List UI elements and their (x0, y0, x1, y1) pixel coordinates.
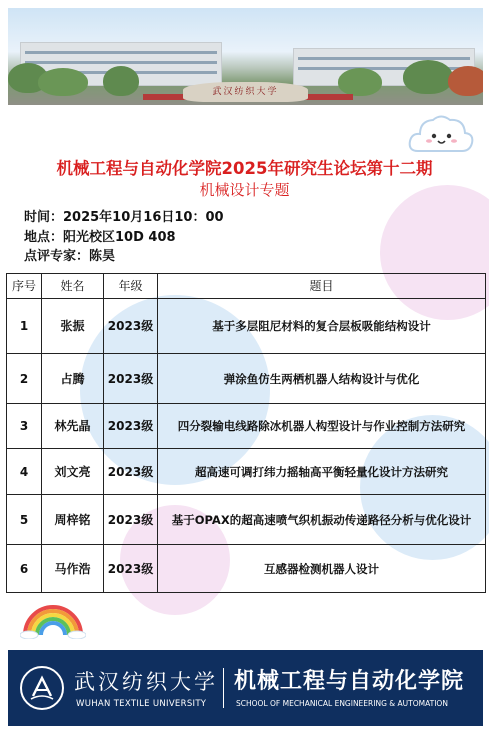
row-grade: 2023级 (104, 545, 158, 593)
row-topic: 基于OPAX的超高速喷气织机振动传递路径分析与优化设计 (158, 495, 486, 545)
row-name: 周梓铭 (42, 495, 104, 545)
row-topic: 四分裂输电线路除冰机器人构型设计与作业控制方法研究 (158, 404, 486, 449)
table-row (7, 354, 486, 404)
event-reviewer: 点评专家：陈昊 (24, 249, 116, 264)
footer-banner (8, 650, 483, 726)
footer-divider (223, 668, 224, 708)
row-no: 6 (7, 545, 42, 593)
row-no: 5 (7, 495, 42, 545)
table-row (7, 495, 486, 545)
schedule-table (6, 273, 486, 593)
page-title: 机械工程与自动化学院2025年研究生论坛第十二期 (56, 159, 433, 178)
row-no: 4 (7, 449, 42, 495)
event-time: 时间：2025年10月16日10：00 (24, 210, 224, 225)
school-name-en: SCHOOL OF MECHANICAL ENGINEERING & AUTOMATION (236, 699, 448, 708)
row-name: 刘文亮 (42, 449, 104, 495)
school-name-cn: 机械工程与自动化学院 (234, 668, 465, 694)
header-topic: 题目 (158, 274, 486, 299)
row-grade: 2023级 (104, 354, 158, 404)
row-topic: 超高速可调打纬力摇轴高平衡轻量化设计方法研究 (158, 449, 486, 495)
rock-inscription-text: 武汉纺织大学 (212, 87, 279, 97)
page-subtitle: 机械设计专题 (199, 181, 290, 199)
row-topic: 基于多层阻尼材料的复合层板吸能结构设计 (158, 299, 486, 354)
row-topic: 互感器检测机器人设计 (158, 545, 486, 593)
header-no: 序号 (7, 274, 42, 299)
campus-photo (8, 8, 483, 105)
rainbow-icon (20, 601, 86, 639)
table-row (7, 299, 486, 354)
event-location: 地点：阳光校区10D 408 (24, 230, 176, 245)
row-name: 占腾 (42, 354, 104, 404)
row-no: 1 (7, 299, 42, 354)
row-name: 林先晶 (42, 404, 104, 449)
header-name: 姓名 (42, 274, 104, 299)
row-name: 张振 (42, 299, 104, 354)
inscription-rock (183, 82, 308, 102)
header-grade: 年级 (104, 274, 158, 299)
row-grade: 2023级 (104, 404, 158, 449)
row-grade: 2023级 (104, 495, 158, 545)
row-name: 马作浩 (42, 545, 104, 593)
university-logo-icon (20, 666, 64, 710)
row-no: 3 (7, 404, 42, 449)
table-header-row (7, 274, 486, 299)
table-row (7, 545, 486, 593)
table-row (7, 404, 486, 449)
table-row (7, 449, 486, 495)
row-topic: 弹涂鱼仿生两栖机器人结构设计与优化 (158, 354, 486, 404)
row-grade: 2023级 (104, 449, 158, 495)
cloud-icon (408, 113, 474, 157)
row-no: 2 (7, 354, 42, 404)
row-grade: 2023级 (104, 299, 158, 354)
university-name-en: WUHAN TEXTILE UNIVERSITY (76, 699, 207, 709)
university-name-cn: 武汉纺织大学 (74, 670, 218, 694)
